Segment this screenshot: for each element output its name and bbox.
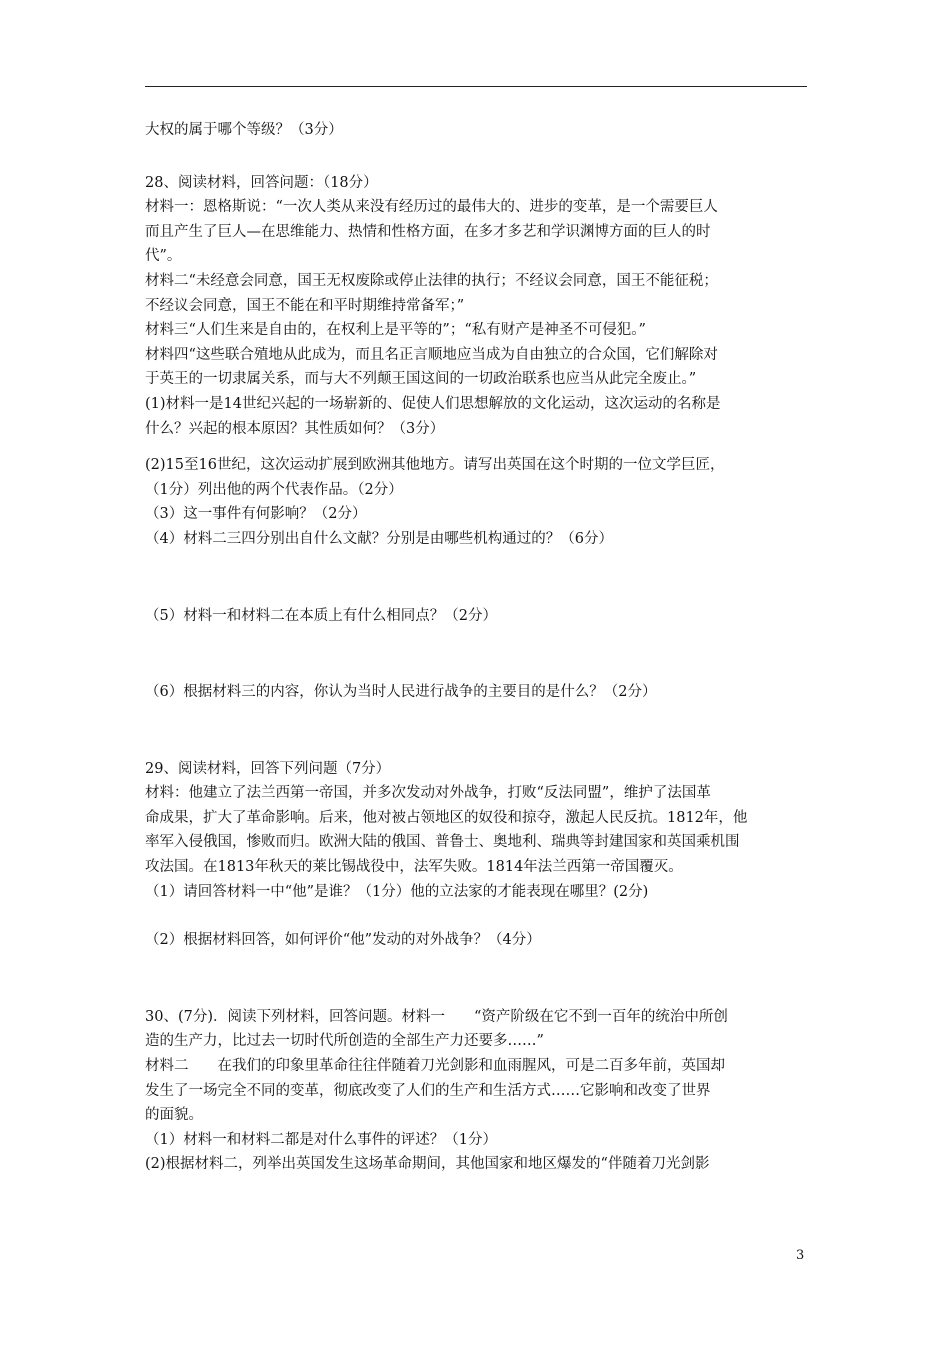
q29-sub-1: （1）请回答材料一中“他”是谁？（1分）他的立法家的才能表现在哪里？(2分) — [145, 883, 649, 900]
q28-material-3: 材料三“人们生来是自由的，在权利上是平等的”；“私有财产是神圣不可侵犯。” — [145, 322, 646, 339]
q28-material-2-line: 材料二“未经意会同意，国王无权废除或停止法律的执行；不经议会同意，国王不能征税； — [145, 272, 718, 289]
q28-sub-3: （3）这一事件有何影响？（2分） — [145, 506, 367, 523]
question-30 — [145, 1005, 810, 1177]
q27-continuation: 大权的属于哪个等级？（3分） — [145, 122, 343, 138]
q28-sub-1-line: 什么？兴起的根本原因？其性质如何？（3分） — [145, 420, 445, 437]
q29-sub-2: （2）根据材料回答，如何评价“他”发动的对外战争？（4分） — [145, 932, 541, 949]
q28-material-4-line: 材料四“这些联合殖地从此成为，而且名正言顺地应当成为自由独立的合众国，它们解除对 — [145, 346, 718, 363]
q30-line: （1）材料一和材料二都是对什么事件的评述？（1分） — [145, 1131, 497, 1148]
q28-sub-2-line: （1分）列出他的两个代表作品。（2分） — [145, 481, 403, 498]
q28-sub-2-line: (2)15至16世纪，这次运动扩展到欧洲其他地方。请写出英国在这个时期的一位文学巨匠， — [145, 457, 725, 474]
exam-page-content — [145, 118, 810, 1177]
q30-line: 的面貌。 — [145, 1107, 203, 1124]
page-number: 3 — [796, 1248, 805, 1263]
question-28 — [145, 171, 810, 705]
q28-sub-6: （6）根据材料三的内容，你认为当时人民进行战争的主要目的是什么？（2分） — [145, 684, 657, 701]
q28-material-1-line: 材料一：恩格斯说：“一次人类从来没有经历过的最伟大的、进步的变革，是一个需要巨人 — [145, 199, 718, 216]
q28-material-1-line: 代”。 — [145, 248, 182, 265]
q28-material-4-line: 于英王的一切隶属关系，而与大不列颠王国这间的一切政治联系也应当从此完全废止。” — [145, 371, 697, 388]
q29-material-line: 攻法国。在1813年秋天的莱比锡战役中，法军失败。1814年法兰西第一帝国覆灭。 — [145, 859, 683, 876]
q28-material-2-line: 不经议会同意，国王不能在和平时期维持常备军；” — [145, 297, 465, 314]
q30-line: 材料二 在我们的印象里革命往往伴随着刀光剑影和血雨腥风，可是二百多年前，英国却 — [145, 1058, 725, 1075]
q30-line: 造的生产力，比过去一切时代所创造的全部生产力还要多……” — [145, 1033, 544, 1050]
q30-line: 发生了一场完全不同的变革，彻底改变了人们的生产和生活方式……它影响和改变了世界 — [145, 1082, 711, 1099]
q29-material-line: 命成果，扩大了革命影响。后来，他对被占领地区的奴役和掠夺，激起人民反抗。1812年，他 — [145, 809, 748, 826]
q30-line: (2)根据材料二，列举出英国发生这场革命期间，其他国家和地区爆发的“伴随着刀光剑影 — [145, 1156, 710, 1173]
q28-material-1-line: 而且产生了巨人—在思维能力、热情和性格方面，在多才多艺和学识渊博方面的巨人的时 — [145, 223, 711, 240]
header-rule — [145, 86, 807, 87]
q28-sub-4: （4）材料二三四分别出自什么文献？分别是由哪些机构通过的？（6分） — [145, 530, 613, 547]
question-29 — [145, 757, 810, 953]
q28-sub-1-line: (1)材料一是14世纪兴起的一场崭新的、促使人们思想解放的文化运动，这次运动的名称是 — [145, 395, 721, 412]
q28-title: 28、阅读材料，回答问题：（18分） — [145, 174, 378, 191]
q29-title: 29、阅读材料，回答下列问题（7分） — [145, 760, 391, 777]
q29-material-line: 材料：他建立了法兰西第一帝国，并多次发动对外战争，打败“反法同盟”，维护了法国革 — [145, 785, 711, 802]
q30-line: 30、(7分)．阅读下列材料，回答问题。材料一 “资产阶级在它不到一百年的统治中所创 — [145, 1008, 728, 1025]
q28-sub-5: （5）材料一和材料二在本质上有什么相同点？（2分） — [145, 607, 497, 624]
q29-material-line: 率军入侵俄国，惨败而归。欧洲大陆的俄国、普鲁士、奥地利、瑞典等封建国家和英国乘机围 — [145, 834, 740, 851]
